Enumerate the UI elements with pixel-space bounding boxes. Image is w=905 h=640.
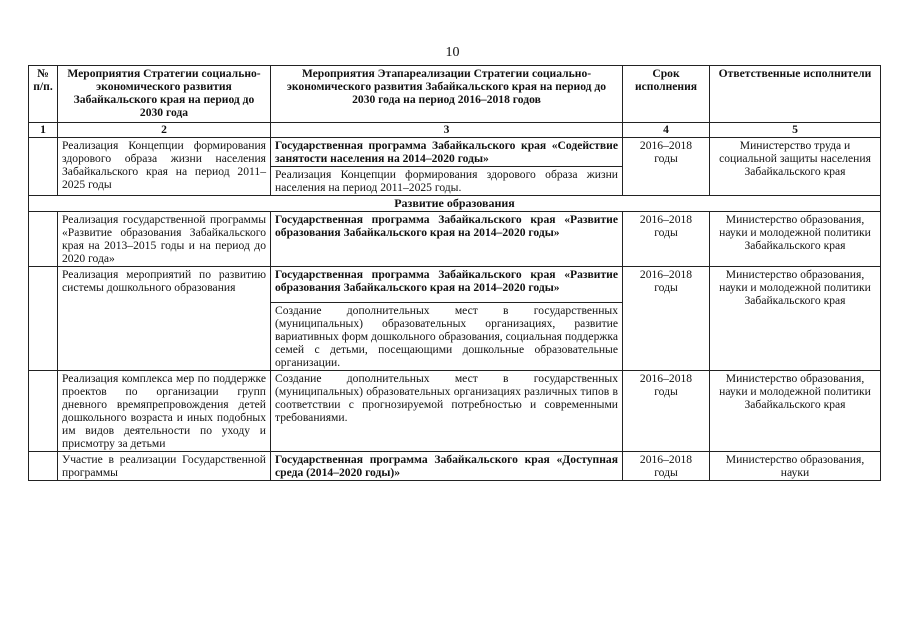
- stage-activity-text: Создание дополнительных мест в государственных (муниципальных) образовательных организациях, развитие вариативных форм дошкольного образования, социальная поддержка семей с детьми, посещающими дошкольные образовательные организации.: [271, 302, 622, 370]
- column-number-row: [29, 123, 881, 138]
- row-number: [29, 212, 58, 267]
- table-row: [29, 267, 881, 371]
- stage-program-title: Государственная программа Забайкальского края «Развитие образования Забайкальского края на 2014–2020 годы»: [271, 212, 623, 267]
- responsible-executor: Министерство образования, науки и молодежной политики Забайкальского края: [710, 212, 881, 267]
- strategy-table: [28, 65, 881, 481]
- responsible-executor: Министерство образования, науки и молодежной политики Забайкальского края: [710, 371, 881, 452]
- stage-program-title: Государственная программа Забайкальского края «Доступная среда (2014–2020 годы)»: [271, 452, 623, 481]
- table-row: [29, 452, 881, 481]
- strategy-activity: Реализация государственной программы «Развитие образования Забайкальского края на 2013–2015 годы и на период до 2020 года»: [58, 212, 271, 267]
- strategy-activity: Участие в реализации Государственной программы: [58, 452, 271, 481]
- execution-term: 2016–2018 годы: [623, 452, 710, 481]
- column-number: 3: [271, 123, 623, 138]
- header-strategy: Мероприятия Стратегии социально-экономического развития Забайкальского края на период до 2030 года: [58, 66, 271, 123]
- row-number: [29, 138, 58, 196]
- header-number: № п/п.: [29, 66, 58, 123]
- responsible-executor: Министерство образования, науки и молодежной политики Забайкальского края: [710, 267, 881, 371]
- stage-activity-text: Создание дополнительных мест в государственных (муниципальных) образовательных организациях различных типов в соответствии с прогнозируемой потребностью и современными требованиями.: [271, 371, 623, 452]
- stage-activity-cell: [271, 267, 623, 371]
- stage-program-title: Государственная программа Забайкальского края «Содействие занятости населения на 2014–2020 годы»: [275, 139, 618, 165]
- row-number: [29, 452, 58, 481]
- stage-activity-text: Реализация Концепции формирования здорового образа жизни населения на период 2011–2025 годы.: [271, 166, 622, 195]
- responsible-executor: Министерство образования, науки: [710, 452, 881, 481]
- header-stage: Мероприятия Этапареализации Стратегии социально-экономического развития Забайкальского края на период до 2030 года на период 2016–2018 годов: [271, 66, 623, 123]
- execution-term: 2016–2018 годы: [623, 212, 710, 267]
- section-row: [29, 196, 881, 212]
- strategy-activity: Реализация мероприятий по развитию системы дошкольного образования: [58, 267, 271, 371]
- column-number: 4: [623, 123, 710, 138]
- row-number: [29, 371, 58, 452]
- table-row: [29, 212, 881, 267]
- execution-term: 2016–2018 годы: [623, 267, 710, 371]
- page-number: 10: [445, 45, 460, 60]
- table-row: [29, 371, 881, 452]
- row-number: [29, 267, 58, 371]
- header-executor: Ответственные исполнители: [710, 66, 881, 123]
- column-number: 5: [710, 123, 881, 138]
- section-title: Развитие образования: [29, 196, 881, 212]
- table-row: [29, 138, 881, 196]
- stage-program-title: Государственная программа Забайкальского края «Развитие образования Забайкальского края на 2014–2020 годы»: [275, 268, 618, 294]
- strategy-activity: Реализация Концепции формирования здорового образа жизни населения Забайкальского края на период 2011–2025 годы: [58, 138, 271, 196]
- execution-term: 2016–2018 годы: [623, 138, 710, 196]
- execution-term: 2016–2018 годы: [623, 371, 710, 452]
- stage-activity-cell: [271, 138, 623, 196]
- column-number: 2: [58, 123, 271, 138]
- column-number: 1: [29, 123, 58, 138]
- table-header-row: [29, 66, 881, 123]
- strategy-activity: Реализация комплекса мер по поддержке проектов по организации групп дневного времяпрепровождения детей дошкольного возраста и иных подобных им видов деятельности по уходу и присмотру за детьми: [58, 371, 271, 452]
- responsible-executor: Министерство труда и социальной защиты населения Забайкальского края: [710, 138, 881, 196]
- header-term: Срок исполнения: [623, 66, 710, 123]
